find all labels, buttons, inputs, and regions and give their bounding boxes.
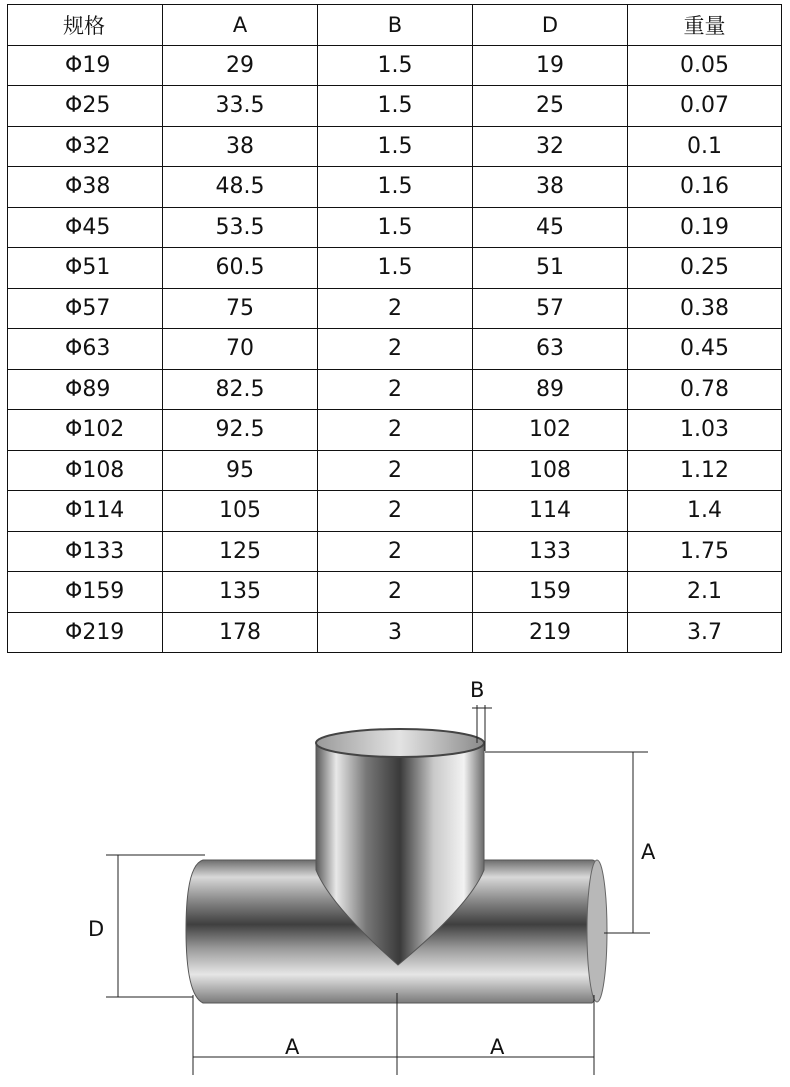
table-cell: 1.5 [318,167,473,208]
table-cell: 2 [318,369,473,410]
table-cell: 1.5 [318,86,473,127]
table-cell: 75 [163,288,318,329]
table-cell: 0.07 [628,86,782,127]
table-header-row [8,5,782,46]
table-row [8,572,782,613]
table-cell: 82.5 [163,369,318,410]
table-cell: 219 [473,612,628,653]
table-cell: 51 [473,248,628,289]
table-cell: Φ51 [8,248,163,289]
table-cell: 2.1 [628,572,782,613]
table-cell: 135 [163,572,318,613]
table-cell: Φ159 [8,572,163,613]
table-cell: 1.5 [318,45,473,86]
table-cell: 1.5 [318,248,473,289]
table-cell: 19 [473,45,628,86]
table-cell: Φ57 [8,288,163,329]
table-cell: 178 [163,612,318,653]
table-cell: 48.5 [163,167,318,208]
table-row [8,531,782,572]
table-cell: 0.1 [628,126,782,167]
table-row [8,248,782,289]
table-cell: 0.78 [628,369,782,410]
table-cell: 53.5 [163,207,318,248]
table-cell: 70 [163,329,318,370]
table-cell: 2 [318,410,473,451]
table-cell: Φ45 [8,207,163,248]
table-cell: 105 [163,491,318,532]
table-row [8,369,782,410]
table-cell: 114 [473,491,628,532]
table-cell: 3.7 [628,612,782,653]
table-cell: 1.75 [628,531,782,572]
table-cell: 2 [318,491,473,532]
table-cell: 102 [473,410,628,451]
header-d: D [473,5,628,46]
table-cell: 159 [473,572,628,613]
table-cell: 95 [163,450,318,491]
table-cell: 60.5 [163,248,318,289]
table-cell: 1.5 [318,207,473,248]
table-cell: Φ114 [8,491,163,532]
table-cell: 125 [163,531,318,572]
table-cell: 2 [318,329,473,370]
label-a-vertical: A [641,840,656,864]
table-cell: 0.19 [628,207,782,248]
label-a-right: A [490,1035,505,1059]
table-row [8,86,782,127]
table-row [8,612,782,653]
table-cell: 2 [318,572,473,613]
table-cell: 92.5 [163,410,318,451]
table-cell: 25 [473,86,628,127]
table-cell: 1.4 [628,491,782,532]
table-cell: 89 [473,369,628,410]
table-cell: Φ89 [8,369,163,410]
table-row [8,491,782,532]
table-row [8,329,782,370]
table-cell: Φ38 [8,167,163,208]
tee-fitting-diagram [0,665,790,1087]
table-cell: 2 [318,450,473,491]
table-row [8,167,782,208]
table-cell: 38 [473,167,628,208]
table-row [8,450,782,491]
table-cell: 0.38 [628,288,782,329]
label-a-left: A [285,1035,300,1059]
table-cell: 45 [473,207,628,248]
table-cell: Φ25 [8,86,163,127]
table-cell: 2 [318,288,473,329]
table-cell: 29 [163,45,318,86]
label-d: D [88,917,105,941]
table-cell: Φ219 [8,612,163,653]
table-row [8,45,782,86]
table-cell: 38 [163,126,318,167]
table-row [8,288,782,329]
table-row [8,207,782,248]
table-cell: 1.03 [628,410,782,451]
table-cell: 1.5 [318,126,473,167]
header-a: A [163,5,318,46]
table-cell: 3 [318,612,473,653]
table-cell: Φ108 [8,450,163,491]
header-b: B [318,5,473,46]
table-cell: Φ19 [8,45,163,86]
table-row [8,126,782,167]
table-cell: Φ32 [8,126,163,167]
table-cell: 63 [473,329,628,370]
spec-table [7,4,782,653]
table-cell: 108 [473,450,628,491]
table-cell: 57 [473,288,628,329]
table-row [8,410,782,451]
table-cell: 1.12 [628,450,782,491]
table-cell: 133 [473,531,628,572]
header-spec: 规格 [8,5,163,46]
header-weight: 重量 [628,5,782,46]
table-cell: 2 [318,531,473,572]
table-cell: 0.16 [628,167,782,208]
table-cell: Φ133 [8,531,163,572]
table-cell: 33.5 [163,86,318,127]
table-cell: 0.45 [628,329,782,370]
table-cell: 0.25 [628,248,782,289]
label-b: B [470,678,485,702]
table-cell: Φ63 [8,329,163,370]
table-cell: 32 [473,126,628,167]
table-cell: Φ102 [8,410,163,451]
table-cell: 0.05 [628,45,782,86]
